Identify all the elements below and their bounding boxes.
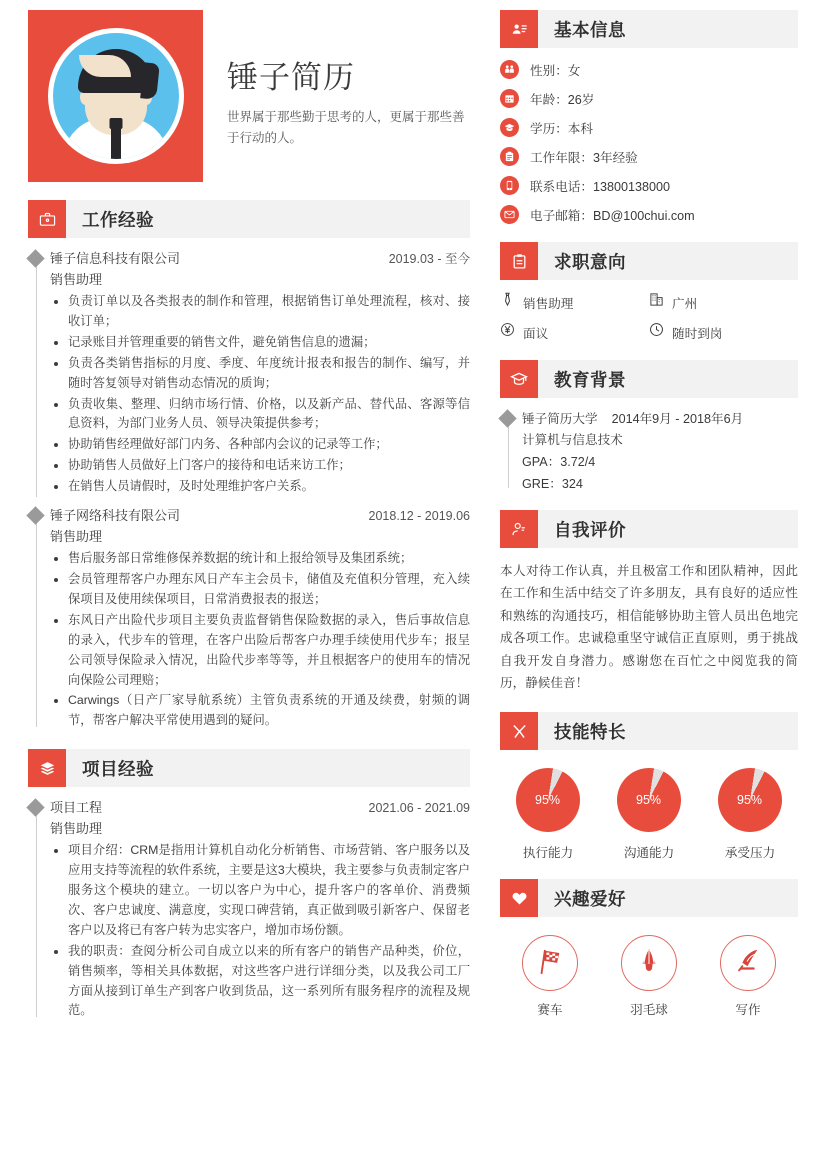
job-intent-grid	[500, 292, 798, 342]
evaluation-text: 本人对待工作认真，并且极富工作和团队精神，因此在工作和生活中结交了许多朋友，具有良好的适应性和熟练的沟通技巧，相信能够协助主管人员出色地完成各项工作。忠诚稳重坚守诚信正直原则，勇于挑战自我开发自身潜力。感谢您在百忙之中阅览我的简历，静候佳音！	[500, 564, 798, 691]
clock-icon	[649, 322, 664, 342]
section-title: 自我评价	[554, 519, 626, 540]
section-bar	[538, 360, 798, 398]
entry-date: 2019.03 - 至今	[388, 252, 470, 266]
section-bar	[538, 879, 798, 917]
envelope-icon	[500, 205, 519, 224]
skill-percent: 95%	[737, 793, 763, 808]
skill-label: 沟通能力	[623, 846, 675, 861]
section-title: 工作经验	[82, 209, 154, 230]
list-item	[500, 89, 798, 108]
list-item	[500, 292, 649, 312]
list-item: 会员管理帮客户办理东风日产车主会员卡，储值及充值积分管理，充入续保项目及使用续保项目，日常消费报表的报送；	[50, 570, 470, 610]
timeline-diamond-icon	[26, 506, 44, 524]
hobby-label: 赛车	[537, 1003, 563, 1018]
list-item: 负责各类销售指标的月度、季度、年度统计报表和报告的制作、编写，并随时答复领导对销售动态情况的质询；	[50, 354, 470, 394]
hobby-icon-circle	[720, 935, 776, 991]
section-bar	[66, 200, 470, 238]
hobby-icon-circle	[621, 935, 677, 991]
section-bar	[538, 712, 798, 750]
skill-percent: 95%	[535, 793, 561, 808]
list-item: 协助销售经理做好部门内务、各种部内会议的记录等工作；	[50, 435, 470, 455]
section-header-project	[28, 749, 470, 787]
entry-organization: 锤子网络科技有限公司	[50, 508, 181, 524]
yen-icon	[500, 322, 515, 342]
list-item: 东风日产出险代步项目主要负责监督销售保险数据的录入，售后事故信息的录入，代步车的管理，在客户出险后帮客户办理手续使用代步车；报呈公司领导保险录入情况，出险代步率等等，并且根据客户的使用车的情况向保险公司理赔；	[50, 611, 470, 691]
skill-progress-ring	[713, 764, 786, 837]
avatar-ring	[48, 28, 184, 164]
section-bar	[538, 510, 798, 548]
timeline-diamond-icon	[498, 409, 516, 427]
timeline-diamond-icon	[26, 249, 44, 267]
skill-label: 执行能力	[522, 846, 574, 861]
right-column	[470, 0, 820, 1160]
briefcase-icon	[28, 200, 66, 238]
education-date: 2014年9月 - 2018年6月	[611, 412, 744, 426]
section-header-education	[500, 360, 798, 398]
avatar	[28, 10, 203, 182]
entry-duties	[50, 549, 470, 731]
hobby-item	[704, 935, 792, 1018]
list-item: 记录账目并管理重要的销售文件，避免销售信息的遗漏；	[50, 333, 470, 353]
entry-role: 销售助理	[50, 272, 103, 287]
skill-progress-ring	[511, 764, 584, 837]
building-icon	[649, 292, 664, 312]
list-item: 负责订单以及各类报表的制作和管理，根据销售订单处理流程，核对、接收订单；	[50, 292, 470, 332]
user-check-icon	[500, 510, 538, 548]
list-item: 负责收集、整理、归纳市场行情、价格，以及新产品、替代品、客源等信息资料，为部门业务人员、领导决策提供参考；	[50, 395, 470, 435]
hobby-item	[605, 935, 693, 1018]
section-title: 项目经验	[82, 758, 154, 779]
heart-icon	[500, 879, 538, 917]
info-text: 性别：女	[530, 64, 581, 78]
section-header-hobbies	[500, 879, 798, 917]
intent-text: 销售助理	[523, 296, 574, 311]
list-item: 协助销售人员做好上门客户的接待和电话来访工作；	[50, 456, 470, 476]
section-title: 求职意向	[554, 251, 626, 272]
entry-date: 2018.12 - 2019.06	[368, 509, 470, 524]
skill-item	[706, 768, 794, 861]
section-title: 技能特长	[554, 721, 626, 742]
list-item: 售后服务部日常维修保养数据的统计和上报给领导及集团系统；	[50, 549, 470, 569]
phone-icon	[500, 176, 519, 195]
list-item	[500, 118, 798, 137]
clipboard-icon	[500, 147, 519, 166]
resume-header	[28, 10, 470, 182]
education-gre: GRE：324	[522, 477, 583, 491]
hobbies-list	[500, 935, 798, 1018]
intent-text: 面议	[523, 326, 549, 341]
education-gpa: GPA：3.72/4	[522, 455, 596, 469]
section-bar	[66, 749, 470, 787]
shuttlecock-icon	[634, 946, 664, 981]
intent-text: 随时到岗	[672, 326, 723, 341]
education-entry	[500, 408, 798, 492]
section-header-basic-info	[500, 10, 798, 48]
entry-role: 销售助理	[50, 529, 103, 545]
list-item: Carwings（日产厂家导航系统）主管负责系统的开通及续费，射频的调节，帮客户解决平常使用遇到的疑问。	[50, 691, 470, 731]
calendar-icon	[500, 89, 519, 108]
project-entry-1	[28, 797, 470, 1021]
section-header-work	[28, 200, 470, 238]
work-entry-1	[28, 248, 470, 497]
skill-progress-ring	[612, 764, 685, 837]
section-header-skills	[500, 712, 798, 750]
list-item	[500, 60, 798, 79]
entry-organization: 锤子信息科技有限公司	[50, 251, 181, 266]
list-item	[500, 205, 798, 224]
hobby-label: 羽毛球	[630, 1003, 668, 1018]
list-item	[500, 176, 798, 195]
page-title: 锤子简历	[227, 60, 355, 95]
work-entry-2	[28, 505, 470, 731]
skills-list	[500, 768, 798, 861]
skill-item	[504, 768, 592, 861]
section-header-job-intent	[500, 242, 798, 280]
list-item: 在销售人员请假时，及时处理维护客户关系。	[50, 477, 470, 497]
avatar-portrait-icon	[53, 33, 179, 159]
list-item	[649, 322, 798, 342]
header-text	[203, 10, 470, 148]
basic-info-list	[500, 60, 798, 224]
list-item: 项目介绍：CRM是指用计算机自动化分析销售、市场营销、客户服务以及应用支持等流程的软件系统，主要是这3大模块，我主要参与负责制定客户服务这个模块的建立。一切以客户为中心，提升客户的客单价、消费频次、客户忠诚度、满意度，实现口碑营销，真正做到吸引新客户、保留老客户以及将已有客户转为忠实客户，增加市场份额。	[50, 841, 470, 941]
section-bar	[538, 242, 798, 280]
skill-percent: 95%	[636, 793, 662, 808]
layers-icon	[28, 749, 66, 787]
gender-icon	[500, 60, 519, 79]
tie-icon	[500, 292, 515, 312]
hobby-item	[506, 935, 594, 1018]
info-text: 学历：本科	[530, 122, 593, 136]
section-title: 基本信息	[554, 19, 626, 40]
section-header-evaluation	[500, 510, 798, 548]
list-item	[500, 147, 798, 166]
entry-duties	[50, 292, 470, 497]
section-bar	[538, 10, 798, 48]
list-item	[649, 292, 798, 312]
intent-text: 广州	[672, 296, 698, 311]
skill-item	[605, 768, 693, 861]
hobby-icon-circle	[522, 935, 578, 991]
header-motto: 世界属于那些勤于思考的人，更属于那些善于行动的人。	[227, 110, 465, 145]
education-major: 计算机与信息技术	[522, 433, 623, 447]
entry-duties	[50, 841, 470, 1021]
tools-icon	[500, 712, 538, 750]
graduation-cap-icon	[500, 118, 519, 137]
contact-card-icon	[500, 10, 538, 48]
graduation-cap-icon	[500, 360, 538, 398]
list-item	[500, 322, 649, 342]
entry-date: 2021.06 - 2021.09	[368, 801, 470, 816]
racing-flag-icon	[535, 946, 565, 981]
entry-organization: 项目工程	[50, 800, 103, 816]
entry-role: 销售助理	[50, 821, 103, 837]
education-school: 锤子简历大学	[522, 412, 598, 426]
section-title: 教育背景	[554, 369, 626, 390]
timeline-diamond-icon	[26, 799, 44, 817]
section-title: 兴趣爱好	[554, 888, 626, 909]
list-item: 我的职责：查阅分析公司自成立以来的所有客户的销售产品种类，价位，销售频率，等相关具体数据，对这些客户进行详细分类，以及我公司工厂方面从接到订单生产到客户收到货品，这一系列所有服务程序的流程及规范。	[50, 942, 470, 1022]
info-text: 年龄：26岁	[530, 93, 595, 107]
clipboard-icon	[500, 242, 538, 280]
info-text: 电子邮箱：BD@100chui.com	[530, 209, 695, 223]
info-text: 联系电话：13800138000	[530, 180, 671, 194]
skill-label: 承受压力	[724, 846, 776, 861]
info-text: 工作年限：3年经验	[530, 151, 638, 165]
feather-quill-icon	[733, 946, 763, 981]
hobby-label: 写作	[735, 1003, 761, 1018]
